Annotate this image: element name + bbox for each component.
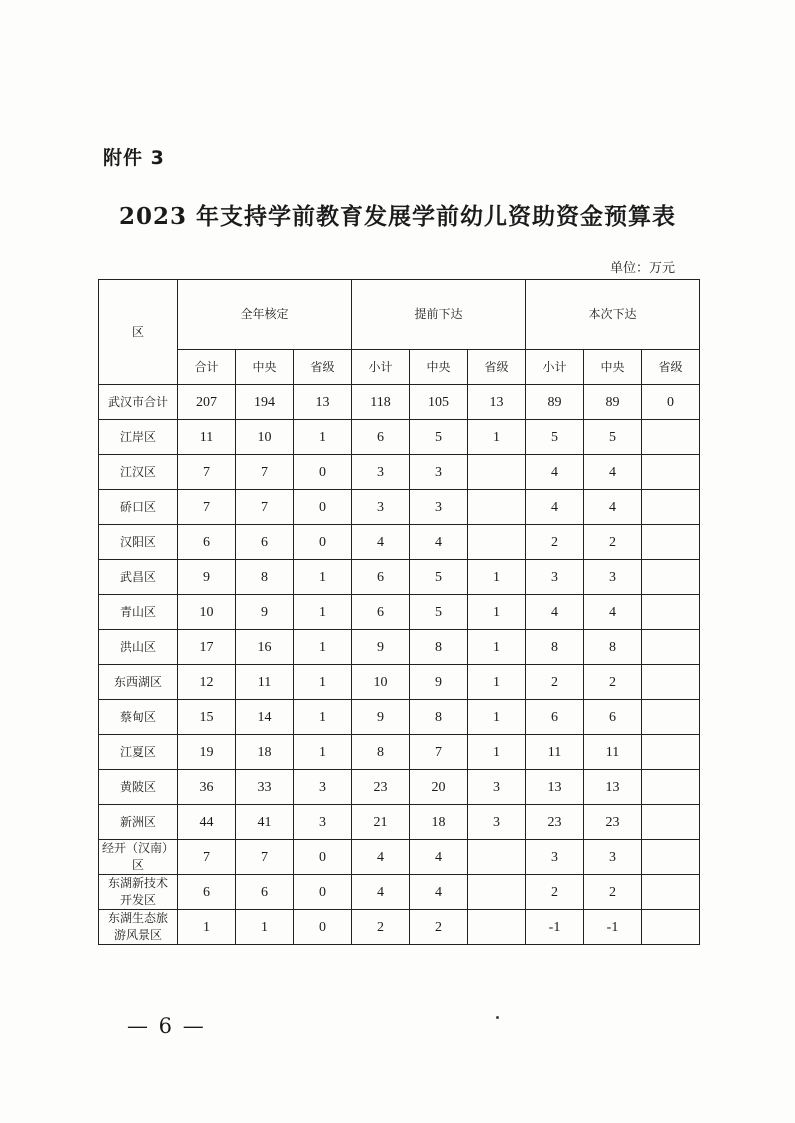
region-name-cell: 青山区: [99, 595, 178, 630]
subheader-cell: 中央: [584, 350, 642, 385]
value-cell: 7: [236, 840, 294, 875]
value-cell: 7: [410, 735, 468, 770]
value-cell: 0: [294, 875, 352, 910]
value-cell: [468, 490, 526, 525]
value-cell: 1: [468, 420, 526, 455]
value-cell: 1: [294, 665, 352, 700]
value-cell: 3: [526, 560, 584, 595]
value-cell: 11: [584, 735, 642, 770]
value-cell: 0: [294, 910, 352, 945]
value-cell: 5: [526, 420, 584, 455]
value-cell: 9: [236, 595, 294, 630]
value-cell: 3: [410, 455, 468, 490]
region-name-cell: 东西湖区: [99, 665, 178, 700]
value-cell: 17: [178, 630, 236, 665]
value-cell: 5: [584, 420, 642, 455]
value-cell: 1: [236, 910, 294, 945]
subheader-cell: 中央: [410, 350, 468, 385]
value-cell: 8: [410, 630, 468, 665]
value-cell: 7: [236, 490, 294, 525]
table-row: [99, 490, 700, 525]
value-cell: 89: [526, 385, 584, 420]
value-cell: 3: [526, 840, 584, 875]
value-cell: [642, 490, 700, 525]
value-cell: [642, 420, 700, 455]
value-cell: 1: [294, 700, 352, 735]
value-cell: 6: [584, 700, 642, 735]
value-cell: 5: [410, 560, 468, 595]
value-cell: 6: [236, 525, 294, 560]
value-cell: 4: [410, 875, 468, 910]
table-row: [99, 420, 700, 455]
value-cell: 89: [584, 385, 642, 420]
value-cell: 36: [178, 770, 236, 805]
page-number: — 6 —: [127, 1014, 206, 1038]
header-group-advance: 提前下达: [352, 280, 526, 350]
value-cell: 23: [526, 805, 584, 840]
value-cell: 14: [236, 700, 294, 735]
region-name-cell: 蔡甸区: [99, 700, 178, 735]
value-cell: 3: [294, 805, 352, 840]
region-name-cell: 江汉区: [99, 455, 178, 490]
table-row: [99, 805, 700, 840]
value-cell: 4: [410, 840, 468, 875]
value-cell: 2: [410, 910, 468, 945]
value-cell: 7: [178, 840, 236, 875]
value-cell: [642, 840, 700, 875]
subheader-cell: 省级: [294, 350, 352, 385]
subheader-cell: 中央: [236, 350, 294, 385]
value-cell: 1: [468, 665, 526, 700]
value-cell: 2: [526, 875, 584, 910]
region-name-cell: 江岸区: [99, 420, 178, 455]
region-name-cell: 经开（汉南） 区: [99, 840, 178, 875]
table-row: [99, 385, 700, 420]
region-name-cell: 黄陂区: [99, 770, 178, 805]
value-cell: 194: [236, 385, 294, 420]
value-cell: 2: [584, 525, 642, 560]
value-cell: 33: [236, 770, 294, 805]
table-row: [99, 560, 700, 595]
value-cell: 4: [526, 455, 584, 490]
value-cell: [642, 630, 700, 665]
region-name-cell: 新洲区: [99, 805, 178, 840]
value-cell: 8: [526, 630, 584, 665]
table-row: [99, 910, 700, 945]
value-cell: 3: [352, 490, 410, 525]
value-cell: [642, 700, 700, 735]
header-group-current: 本次下达: [526, 280, 700, 350]
value-cell: [642, 875, 700, 910]
value-cell: 5: [410, 420, 468, 455]
value-cell: 3: [352, 455, 410, 490]
value-cell: 6: [178, 875, 236, 910]
value-cell: 11: [236, 665, 294, 700]
table-row: [99, 525, 700, 560]
subheader-cell: 小计: [526, 350, 584, 385]
value-cell: 3: [410, 490, 468, 525]
value-cell: 9: [410, 665, 468, 700]
subheader-cell: 小计: [352, 350, 410, 385]
value-cell: 1: [468, 560, 526, 595]
value-cell: 7: [178, 455, 236, 490]
value-cell: 1: [294, 630, 352, 665]
value-cell: 7: [236, 455, 294, 490]
value-cell: 10: [352, 665, 410, 700]
value-cell: 7: [178, 490, 236, 525]
value-cell: 1: [294, 560, 352, 595]
value-cell: 13: [526, 770, 584, 805]
value-cell: 13: [294, 385, 352, 420]
table-row: [99, 630, 700, 665]
value-cell: 21: [352, 805, 410, 840]
value-cell: 4: [352, 525, 410, 560]
value-cell: 4: [584, 595, 642, 630]
value-cell: 4: [584, 455, 642, 490]
value-cell: 0: [294, 455, 352, 490]
subheader-cell: 省级: [642, 350, 700, 385]
table-row: [99, 455, 700, 490]
value-cell: 2: [584, 665, 642, 700]
value-cell: 3: [468, 770, 526, 805]
value-cell: 18: [236, 735, 294, 770]
value-cell: [642, 595, 700, 630]
value-cell: [468, 525, 526, 560]
region-name-cell: 江夏区: [99, 735, 178, 770]
unit-label: 单位：万元: [610, 261, 676, 276]
value-cell: [642, 525, 700, 560]
value-cell: 1: [468, 700, 526, 735]
value-cell: 4: [352, 875, 410, 910]
value-cell: 44: [178, 805, 236, 840]
value-cell: [468, 875, 526, 910]
value-cell: 2: [352, 910, 410, 945]
value-cell: 207: [178, 385, 236, 420]
value-cell: 3: [584, 560, 642, 595]
value-cell: 3: [584, 840, 642, 875]
value-cell: [642, 770, 700, 805]
table-row: [99, 770, 700, 805]
value-cell: 8: [584, 630, 642, 665]
region-name-cell: 东湖生态旅 游风景区: [99, 910, 178, 945]
region-name-cell: 武昌区: [99, 560, 178, 595]
value-cell: 6: [352, 595, 410, 630]
region-name-cell: 硚口区: [99, 490, 178, 525]
value-cell: [468, 840, 526, 875]
value-cell: 1: [294, 420, 352, 455]
header-group-annual: 全年核定: [178, 280, 352, 350]
region-name-cell: 武汉市合计: [99, 385, 178, 420]
value-cell: 8: [352, 735, 410, 770]
value-cell: [642, 735, 700, 770]
value-cell: 23: [352, 770, 410, 805]
value-cell: 4: [410, 525, 468, 560]
region-name-cell: 洪山区: [99, 630, 178, 665]
value-cell: 19: [178, 735, 236, 770]
value-cell: 4: [352, 840, 410, 875]
value-cell: [642, 560, 700, 595]
value-cell: 13: [468, 385, 526, 420]
value-cell: 9: [352, 630, 410, 665]
value-cell: -1: [526, 910, 584, 945]
value-cell: [642, 455, 700, 490]
value-cell: 1: [178, 910, 236, 945]
value-cell: 6: [526, 700, 584, 735]
region-name-cell: 汉阳区: [99, 525, 178, 560]
region-name-cell: 东湖新技术 开发区: [99, 875, 178, 910]
value-cell: 41: [236, 805, 294, 840]
value-cell: 0: [294, 840, 352, 875]
table-row: [99, 735, 700, 770]
value-cell: 1: [294, 735, 352, 770]
value-cell: 8: [410, 700, 468, 735]
value-cell: 6: [236, 875, 294, 910]
value-cell: 1: [468, 595, 526, 630]
value-cell: 11: [526, 735, 584, 770]
attachment-label: 附件 3: [103, 147, 165, 169]
value-cell: [642, 910, 700, 945]
value-cell: 9: [352, 700, 410, 735]
value-cell: 10: [178, 595, 236, 630]
value-cell: 4: [526, 490, 584, 525]
value-cell: 1: [294, 595, 352, 630]
value-cell: 6: [352, 420, 410, 455]
subheader-cell: 合计: [178, 350, 236, 385]
value-cell: 12: [178, 665, 236, 700]
budget-table: [98, 279, 700, 945]
value-cell: 0: [294, 525, 352, 560]
value-cell: 6: [178, 525, 236, 560]
value-cell: 105: [410, 385, 468, 420]
value-cell: -1: [584, 910, 642, 945]
value-cell: 118: [352, 385, 410, 420]
value-cell: 2: [526, 665, 584, 700]
table-row: [99, 665, 700, 700]
table-row: [99, 700, 700, 735]
value-cell: [642, 805, 700, 840]
value-cell: 2: [526, 525, 584, 560]
value-cell: [468, 910, 526, 945]
value-cell: 0: [294, 490, 352, 525]
value-cell: 6: [352, 560, 410, 595]
value-cell: 9: [178, 560, 236, 595]
value-cell: 4: [526, 595, 584, 630]
table-row: [99, 595, 700, 630]
table-row: [99, 875, 700, 910]
value-cell: 20: [410, 770, 468, 805]
value-cell: 11: [178, 420, 236, 455]
value-cell: 3: [294, 770, 352, 805]
value-cell: 16: [236, 630, 294, 665]
value-cell: 4: [584, 490, 642, 525]
value-cell: 0: [642, 385, 700, 420]
value-cell: 18: [410, 805, 468, 840]
value-cell: 3: [468, 805, 526, 840]
document-title: 2023 年支持学前教育发展学前幼儿资助资金预算表: [118, 203, 677, 230]
subheader-cell: 省级: [468, 350, 526, 385]
value-cell: 13: [584, 770, 642, 805]
value-cell: [642, 665, 700, 700]
value-cell: 5: [410, 595, 468, 630]
value-cell: 15: [178, 700, 236, 735]
value-cell: 10: [236, 420, 294, 455]
header-region: 区: [99, 280, 178, 385]
value-cell: 1: [468, 630, 526, 665]
value-cell: [468, 455, 526, 490]
value-cell: 2: [584, 875, 642, 910]
table-row: [99, 840, 700, 875]
scan-speck: [496, 1016, 499, 1019]
value-cell: 8: [236, 560, 294, 595]
value-cell: 1: [468, 735, 526, 770]
value-cell: 23: [584, 805, 642, 840]
